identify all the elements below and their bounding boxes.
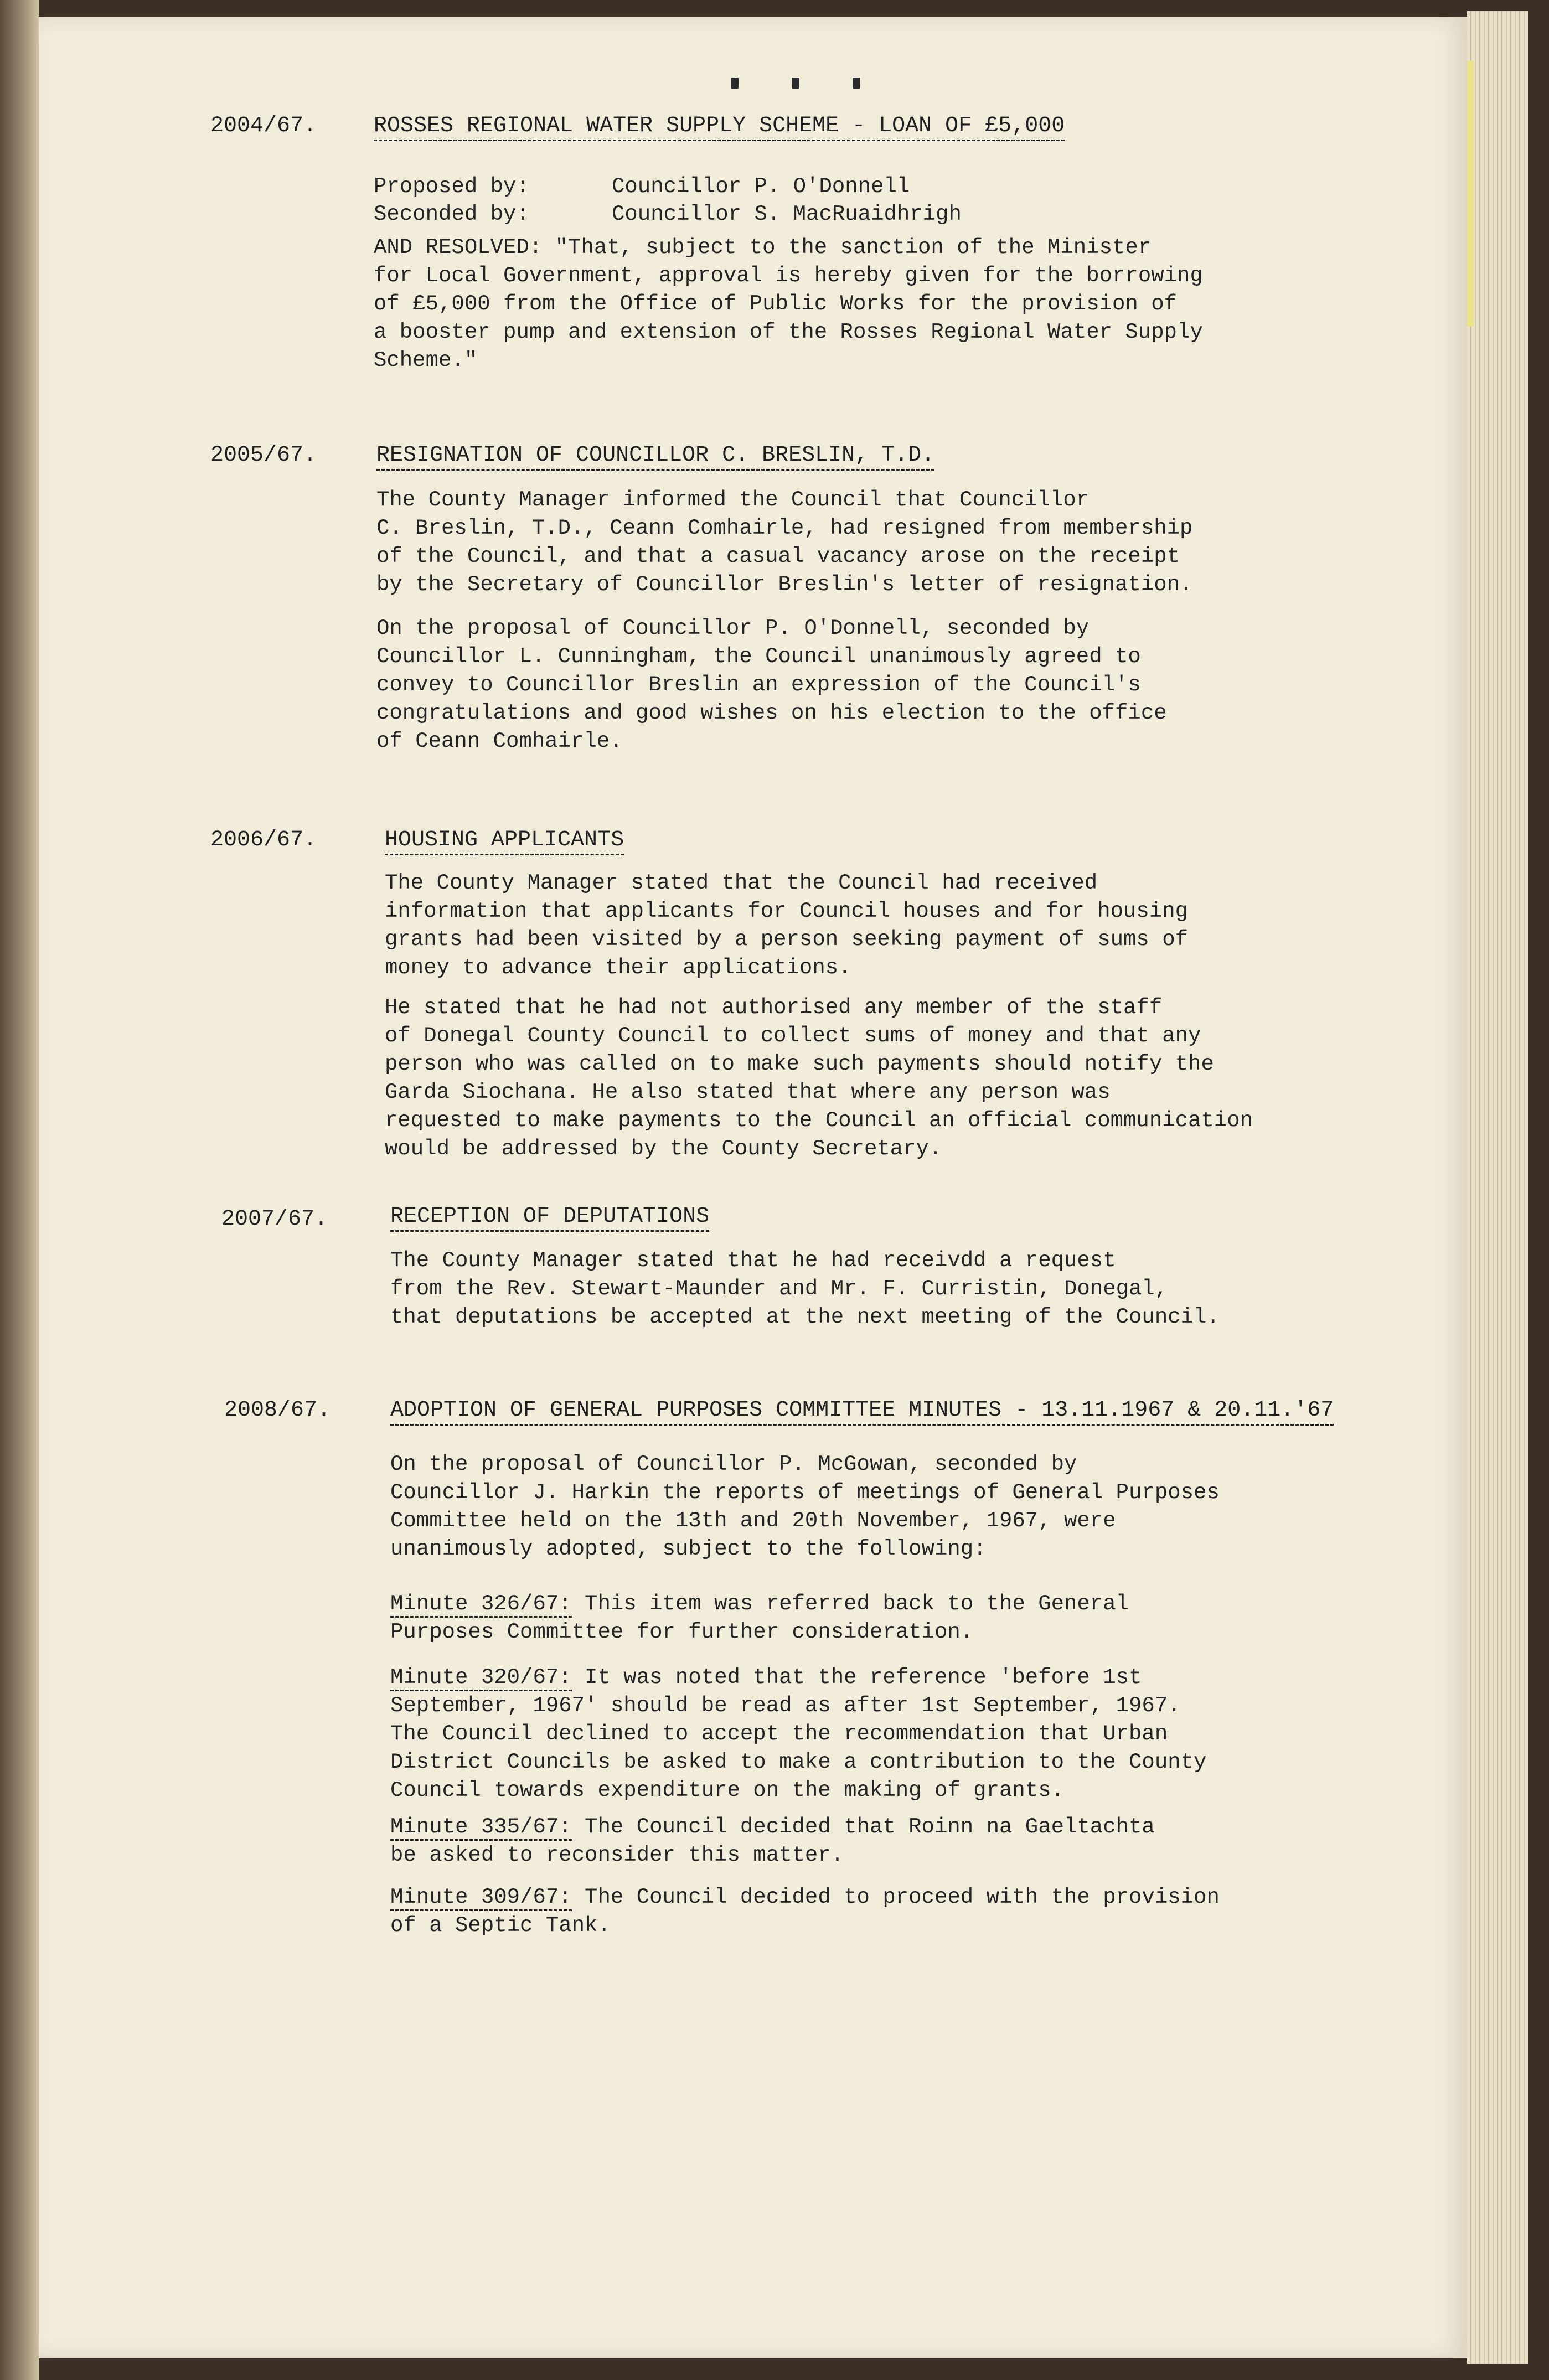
minute-ref: Minute 326/67: bbox=[390, 1592, 572, 1618]
minute-text: This item was referred back to the General Purposes Committee for further consideration. bbox=[390, 1592, 1129, 1644]
item-heading: HOUSING APPLICANTS bbox=[385, 828, 624, 855]
paragraph: The County Manager stated that he had receivdd a request from the Rev. Stewart-Maunder and Mr. F. Curristin, Donegal, that deputations be accepted at the next meeting of the Council. bbox=[390, 1248, 1220, 1329]
item-heading: RECEPTION OF DEPUTATIONS bbox=[390, 1204, 709, 1232]
item-heading: RESIGNATION OF COUNCILLOR C. BRESLIN, T.D. bbox=[376, 443, 934, 471]
minute-text: It was noted that the reference 'before 1st September, 1967' should be read as after 1st September, 1967. The Council declined to accept the recommendation that Urban District Councils be asked to make a contribution to the County Council towards expenditure on the making of grants. bbox=[390, 1665, 1207, 1803]
seconded-value: Councillor S. MacRuaidhrigh bbox=[612, 202, 962, 226]
minute-entry bbox=[390, 1664, 1442, 1805]
minute-text: The Council decided to proceed with the provision of a Septic Tank. bbox=[390, 1885, 1220, 1938]
item-number: 2005/67. bbox=[210, 443, 317, 468]
proposed-row bbox=[374, 174, 910, 199]
resolution-text: AND RESOLVED: "That, subject to the sanction of the Minister for Local Government, approval is hereby given for the borrowing of £5,000 from the Office of Public Works for the provision of a booster pump and extension of the Rosses Regional Water Supply Scheme." bbox=[374, 235, 1203, 373]
paragraph: The County Manager informed the Council that Councillor C. Breslin, T.D., Ceann Comhairle, had resigned from membership of the Council, and that a casual vacancy arose on the receipt by the Secretary of Councillor Breslin's letter of resignation. bbox=[376, 488, 1193, 597]
page-edges bbox=[1467, 11, 1528, 2364]
item-heading: ADOPTION OF GENERAL PURPOSES COMMITTEE MINUTES - 13.11.1967 & 20.11.'67 bbox=[390, 1398, 1334, 1426]
paragraph: The County Manager stated that the Council had received information that applicants for Council houses and for housing grants had been visited by a person seeking payment of sums of money to advance their applications. bbox=[385, 871, 1189, 980]
minute-ref: Minute 309/67: bbox=[390, 1885, 572, 1911]
item-number: 2004/67. bbox=[210, 113, 317, 138]
binding-spine bbox=[0, 0, 39, 2380]
item-heading: ROSSES REGIONAL WATER SUPPLY SCHEME - LOAN OF £5,000 bbox=[374, 113, 1065, 141]
yellow-tab bbox=[1467, 61, 1474, 327]
punch-mark bbox=[792, 78, 799, 89]
minute-entry bbox=[390, 1590, 1442, 1646]
paragraph: On the proposal of Councillor P. McGowan, seconded by Councillor J. Harkin the reports of meetings of General Purposes Committee held on the 13th and 20th November, 1967, were unanimously adopted, subject to the following: bbox=[390, 1452, 1220, 1561]
minute-ref: Minute 320/67: bbox=[390, 1665, 572, 1691]
minute-ref: Minute 335/67: bbox=[390, 1815, 572, 1841]
item-number: 2007/67. bbox=[221, 1207, 328, 1232]
punch-mark bbox=[731, 78, 739, 89]
punch-mark bbox=[853, 78, 860, 89]
document-page bbox=[39, 17, 1467, 2358]
minute-text: The Council decided that Roinn na Gaeltachta be asked to reconsider this matter. bbox=[390, 1815, 1155, 1867]
proposed-value: Councillor P. O'Donnell bbox=[612, 174, 910, 199]
seconded-row bbox=[374, 202, 962, 226]
item-number: 2008/67. bbox=[224, 1398, 331, 1423]
item-number: 2006/67. bbox=[210, 828, 317, 853]
seconded-label: Seconded by: bbox=[374, 202, 529, 226]
minute-entry bbox=[390, 1813, 1442, 1870]
paragraph: On the proposal of Councillor P. O'Donnell, seconded by Councillor L. Cunningham, the Council unanimously agreed to convey to Councillor Breslin an expression of the Council's congratulations and good wishes on his election to the office of Ceann Comhairle. bbox=[376, 616, 1167, 753]
proposed-label: Proposed by: bbox=[374, 174, 529, 199]
paragraph: He stated that he had not authorised any member of the staff of Donegal County Council to collect sums of money and that any person who was called on to make such payments should notify the Garda Siochana. He also stated that where any person was requested to make payments to the Council an official communication would be addressed by the County Secretary. bbox=[385, 995, 1253, 1161]
minute-entry bbox=[390, 1883, 1442, 1940]
